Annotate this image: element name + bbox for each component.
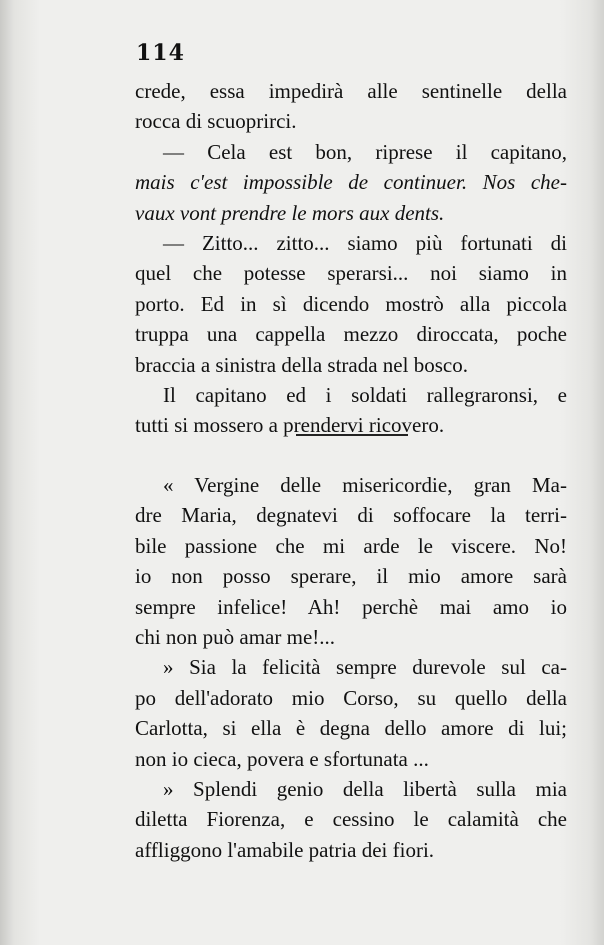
text-line: diletta Fiorenza, e cessino le calamità che xyxy=(135,807,567,832)
text-line: non io cieca, povera e sfortunata ... xyxy=(135,746,429,771)
text-line: porto. Ed in sì dicendo mostrò alla piccola xyxy=(135,291,567,316)
text-line: bile passione che mi arde le viscere. No! xyxy=(135,533,567,558)
text-line: truppa una cappella mezzo diroccata, poche xyxy=(135,322,567,347)
text-line: po dell'adorato mio Corso, su quello della xyxy=(135,685,567,710)
text-line: mais c'est impossible de continuer. Nos che- xyxy=(135,170,567,195)
text-line: io non posso sperare, il mio amore sarà xyxy=(135,564,567,589)
text-line: vaux vont prendre le mors aux dents. xyxy=(135,200,445,225)
letter-text xyxy=(135,470,567,865)
text-line: » Sia la felicità sempre durevole sul ca- xyxy=(163,655,567,680)
text-line: Carlotta, si ella è degna dello amore di lui; xyxy=(135,716,567,741)
text-line: « Vergine delle misericordie, gran Ma- xyxy=(163,473,567,497)
text-line: rocca di scuoprirci. xyxy=(135,109,297,134)
text-line: chi non può amar me!... xyxy=(135,625,336,650)
text-line: affliggono l'amabile patria dei fiori. xyxy=(135,837,435,862)
text-line: Il capitano ed i soldati rallegraronsi, e xyxy=(163,383,567,408)
section-divider xyxy=(296,434,408,436)
page-number: 114 xyxy=(136,40,185,66)
text-line: braccia a sinistra della strada nel bosco. xyxy=(135,352,468,377)
text-line: — Cela est bon, riprese il capitano, xyxy=(163,139,567,164)
text-line: sempre infelice! Ah! perchè mai amo io xyxy=(135,594,567,619)
text-line: » Splendi genio della libertà sulla mia xyxy=(163,777,567,802)
text-line: tutti si mossero a prendervi ricovero. xyxy=(135,413,445,438)
narrative-text xyxy=(135,76,567,441)
text-line: — Zitto... zitto... siamo più fortunati di xyxy=(163,231,567,256)
text-line: crede, essa impedirà alle sentinelle della xyxy=(135,79,567,103)
text-line: dre Maria, degnatevi di soffocare la terri- xyxy=(135,503,567,528)
text-line: quel che potesse sperarsi... noi siamo in xyxy=(135,261,567,286)
